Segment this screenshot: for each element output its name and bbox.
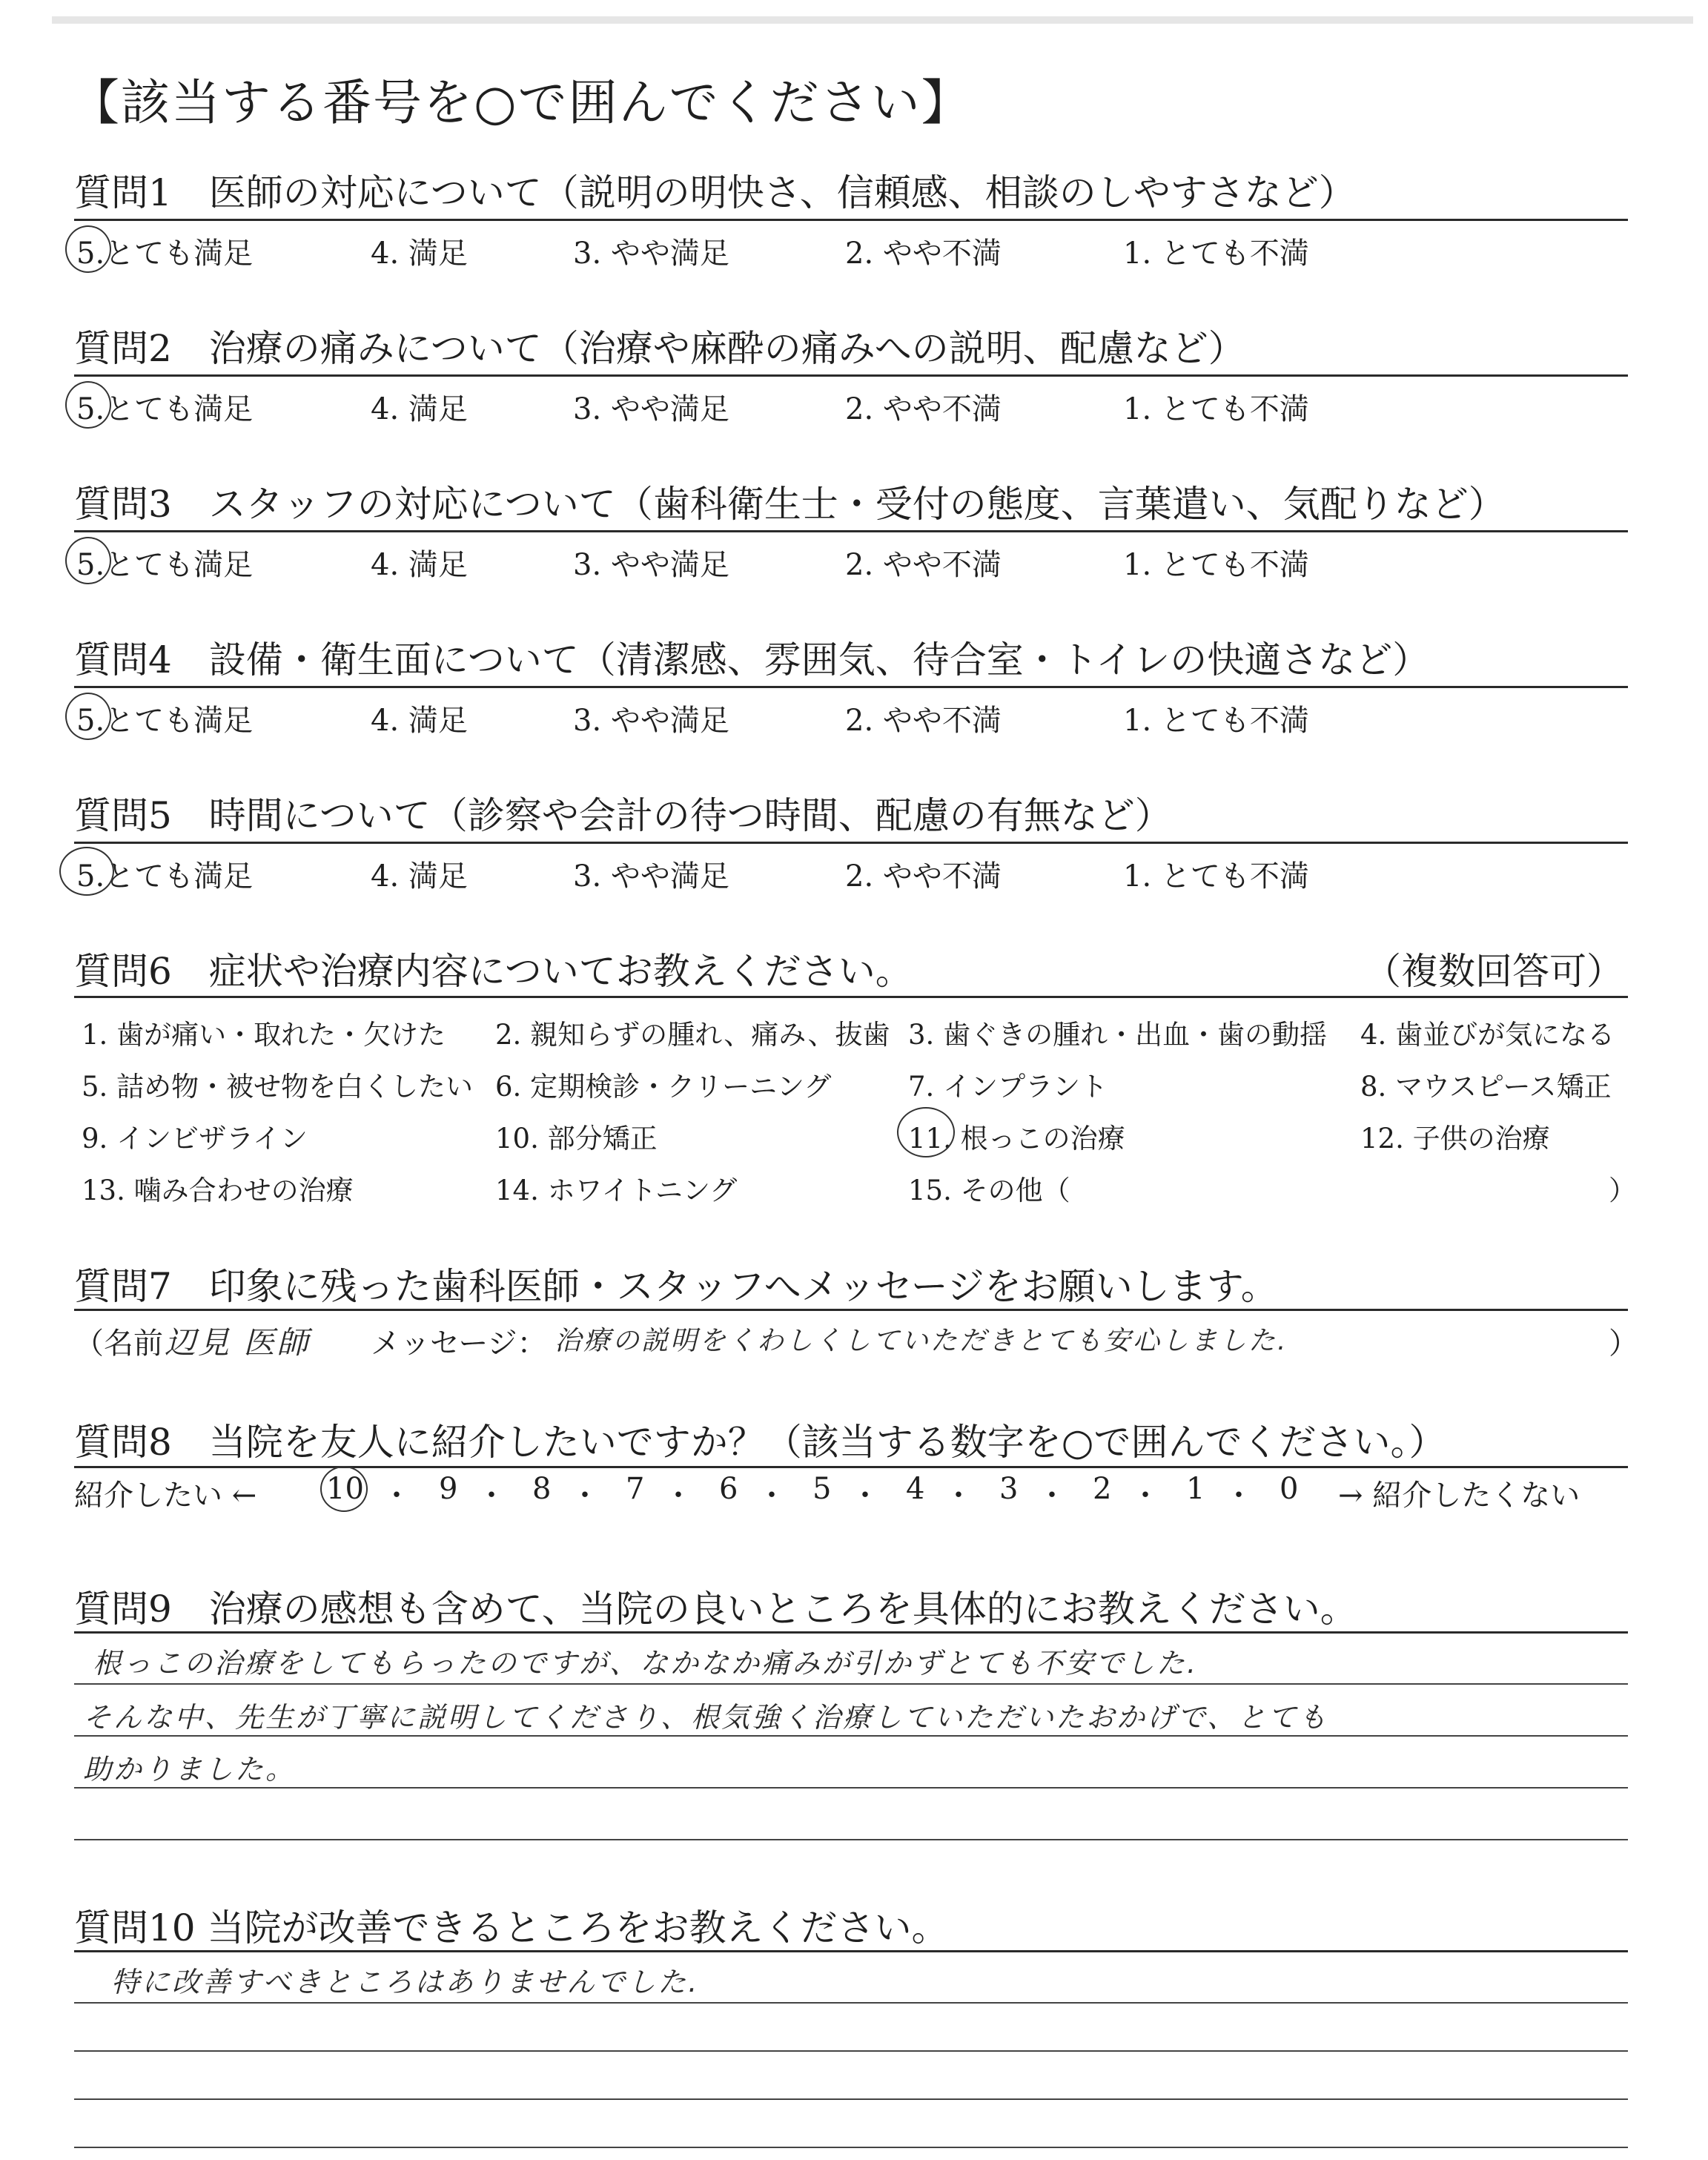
q8-scale-8[interactable]: 8 <box>532 1472 552 1506</box>
question-2-rule <box>74 374 1628 377</box>
question-8-rule <box>74 1466 1628 1468</box>
q3-selected-circle <box>65 537 111 584</box>
q2-option-2[interactable]: 2. やや不満 <box>845 392 1002 426</box>
q8-scale-10[interactable]: 10 <box>326 1472 364 1506</box>
q5-option-4[interactable]: 4. 満足 <box>371 859 468 894</box>
q8-sep: ・ <box>382 1479 411 1513</box>
q8-scale-1[interactable]: 1 <box>1186 1472 1205 1506</box>
q8-scale-3[interactable]: 3 <box>999 1472 1019 1506</box>
q7-close-paren: ） <box>1609 1327 1638 1361</box>
q10-writing-line <box>74 2050 1628 2052</box>
q7-name-prefix: （名前 <box>74 1327 163 1361</box>
q7-message-label: メッセージ： <box>371 1327 547 1361</box>
q6-item-5[interactable]: 5. 詰め物・被せ物を白くしたい <box>82 1071 474 1103</box>
question-5-rule <box>74 842 1628 844</box>
q6-item-10[interactable]: 10. 部分矯正 <box>495 1123 658 1155</box>
q4-option-2[interactable]: 2. やや不満 <box>845 704 1002 738</box>
q6-item-1[interactable]: 1. 歯が痛い・取れた・欠けた <box>82 1019 446 1051</box>
q3-option-1[interactable]: 1. とても不満 <box>1123 548 1309 582</box>
q10-writing-line <box>74 2098 1628 2100</box>
q3-option-2[interactable]: 2. やや不満 <box>845 548 1002 582</box>
q9-writing-line <box>74 1839 1628 1840</box>
page-title: 【該当する番号を○で囲んでください】 <box>70 74 972 131</box>
q1-option-2[interactable]: 2. やや不満 <box>845 237 1002 271</box>
q9-answer-line-3[interactable]: 助かりました。 <box>83 1753 297 1786</box>
question-4-title: 質問4 設備・衛生面について（清潔感、雰囲気、待合室・トイレの快適さなど） <box>74 638 1430 681</box>
q8-sep: ・ <box>757 1479 787 1513</box>
q8-scale-9[interactable]: 9 <box>439 1472 458 1506</box>
q2-option-3[interactable]: 3. やや満足 <box>573 392 729 426</box>
q2-option-5[interactable]: 5.とても満足 <box>76 392 254 426</box>
q6-item-13[interactable]: 13. 噛み合わせの治療 <box>82 1175 354 1206</box>
q2-option-4[interactable]: 4. 満足 <box>371 392 468 426</box>
q8-selected-circle <box>320 1466 368 1512</box>
q8-right-label: → 紹介したくない <box>1338 1479 1580 1513</box>
question-1-title: 質問1 医師の対応について（説明の明快さ、信頼感、相談のしやすさなど） <box>74 171 1356 214</box>
q8-left-label: 紹介したい ← <box>74 1479 257 1513</box>
q6-item-3[interactable]: 3. 歯ぐきの腫れ・出血・歯の動揺 <box>908 1019 1328 1051</box>
q8-scale-4[interactable]: 4 <box>906 1472 925 1506</box>
q10-writing-line <box>74 2002 1628 2004</box>
question-1-rule <box>74 219 1628 221</box>
question-9-rule <box>74 1631 1628 1634</box>
question-10-rule <box>74 1950 1628 1952</box>
q2-option-1[interactable]: 1. とても不満 <box>1123 392 1309 426</box>
q3-option-3[interactable]: 3. やや満足 <box>573 548 729 582</box>
q7-message-handwritten[interactable]: 治療の説明をくわしくしていただきとても安心しました. <box>555 1326 1288 1356</box>
q4-option-1[interactable]: 1. とても不満 <box>1123 704 1309 738</box>
q4-option-3[interactable]: 3. やや満足 <box>573 704 729 738</box>
q9-writing-line <box>74 1735 1628 1737</box>
q2-selected-circle <box>65 381 111 429</box>
question-3-title: 質問3 スタッフの対応について（歯科衛生士・受付の態度、言葉遣い、気配りなど） <box>74 483 1506 526</box>
q4-option-5[interactable]: 5.とても満足 <box>76 704 254 738</box>
q5-option-3[interactable]: 3. やや満足 <box>573 859 729 894</box>
q1-option-3[interactable]: 3. やや満足 <box>573 237 729 271</box>
question-9-title: 質問9 治療の感想も含めて、当院の良いところを具体的にお教えください。 <box>74 1588 1357 1631</box>
question-4-rule <box>74 686 1628 688</box>
question-3-rule <box>74 530 1628 532</box>
q8-scale-6[interactable]: 6 <box>719 1472 738 1506</box>
question-6-note: （複数回答可） <box>1364 950 1623 993</box>
q8-sep: ・ <box>1224 1479 1254 1513</box>
question-10-title: 質問10 当院が改善できるところをお教えください。 <box>74 1906 949 1949</box>
q4-selected-circle <box>65 693 111 740</box>
q9-writing-line <box>74 1683 1628 1685</box>
q8-sep: ・ <box>1037 1479 1067 1513</box>
q1-option-5[interactable]: 5.とても満足 <box>76 237 254 271</box>
q6-item-9[interactable]: 9. インビザライン <box>82 1123 308 1155</box>
q6-item-8[interactable]: 8. マウスピース矯正 <box>1360 1071 1612 1103</box>
question-8-title: 質問8 当院を友人に紹介したいですか？（該当する数字を○で囲んでください。） <box>74 1421 1446 1464</box>
q3-option-5[interactable]: 5.とても満足 <box>76 548 254 582</box>
q1-selected-circle <box>65 225 111 273</box>
q6-item-2[interactable]: 2. 親知らずの腫れ、痛み、抜歯 <box>495 1019 890 1051</box>
q6-item-12[interactable]: 12. 子供の治療 <box>1360 1123 1550 1155</box>
q6-other-close: ） <box>1609 1175 1636 1206</box>
q8-sep: ・ <box>1131 1479 1160 1513</box>
q8-sep: ・ <box>944 1479 973 1513</box>
page-top-edge <box>52 16 1693 24</box>
q8-sep: ・ <box>663 1479 693 1513</box>
question-6-rule <box>74 996 1628 998</box>
q8-sep: ・ <box>477 1479 506 1513</box>
q5-selected-circle <box>59 847 114 896</box>
q6-item-4[interactable]: 4. 歯並びが気になる <box>1360 1019 1615 1051</box>
q10-answer-line-1[interactable]: 特に改善すべきところはありませんでした. <box>111 1966 700 1998</box>
question-6-title: 質問6 症状や治療内容についてお教えください。 <box>74 950 913 993</box>
q8-scale-7[interactable]: 7 <box>626 1472 645 1506</box>
q6-item-11[interactable]: 11. 根っこの治療 <box>908 1123 1125 1155</box>
q8-scale-5[interactable]: 5 <box>812 1472 832 1506</box>
q6-item-14[interactable]: 14. ホワイトニング <box>495 1175 738 1206</box>
q9-answer-line-1[interactable]: 根っこの治療をしてもらったのですが、なかなか痛みが引かずとても不安でした. <box>93 1647 1199 1680</box>
q1-option-1[interactable]: 1. とても不満 <box>1123 237 1309 271</box>
question-7-title: 質問7 印象に残った歯科医師・スタッフへメッセージをお願いします。 <box>74 1265 1278 1308</box>
question-2-title: 質問2 治療の痛みについて（治療や麻酔の痛みへの説明、配慮など） <box>74 327 1245 370</box>
q8-sep: ・ <box>570 1479 600 1513</box>
q5-option-1[interactable]: 1. とても不満 <box>1123 859 1309 894</box>
question-5-title: 質問5 時間について（診察や会計の待つ時間、配慮の有無など） <box>74 794 1172 837</box>
q8-scale-0[interactable]: 0 <box>1280 1472 1299 1506</box>
q6-selected-circle <box>897 1107 955 1157</box>
q9-writing-line <box>74 1787 1628 1789</box>
q6-item-15[interactable]: 15. その他（ <box>908 1175 1070 1206</box>
q6-item-6[interactable]: 6. 定期検診・クリーニング <box>495 1071 832 1103</box>
q10-writing-line <box>74 2147 1628 2148</box>
q5-option-5[interactable]: 5.とても満足 <box>76 859 254 894</box>
q1-option-4[interactable]: 4. 満足 <box>371 237 468 271</box>
q7-name-handwritten[interactable]: 辺見 医師 <box>165 1324 311 1361</box>
question-7-rule <box>74 1309 1628 1311</box>
q8-sep: ・ <box>850 1479 880 1513</box>
q8-scale-2[interactable]: 2 <box>1093 1472 1112 1506</box>
q5-option-2[interactable]: 2. やや不満 <box>845 859 1002 894</box>
q6-item-7[interactable]: 7. インプラント <box>908 1071 1108 1103</box>
q9-answer-line-2[interactable]: そんな中、先生が丁寧に説明してくださり、根気強く治療していただいたおかげで、とても <box>83 1701 1329 1734</box>
q4-option-4[interactable]: 4. 満足 <box>371 704 468 738</box>
q3-option-4[interactable]: 4. 満足 <box>371 548 468 582</box>
